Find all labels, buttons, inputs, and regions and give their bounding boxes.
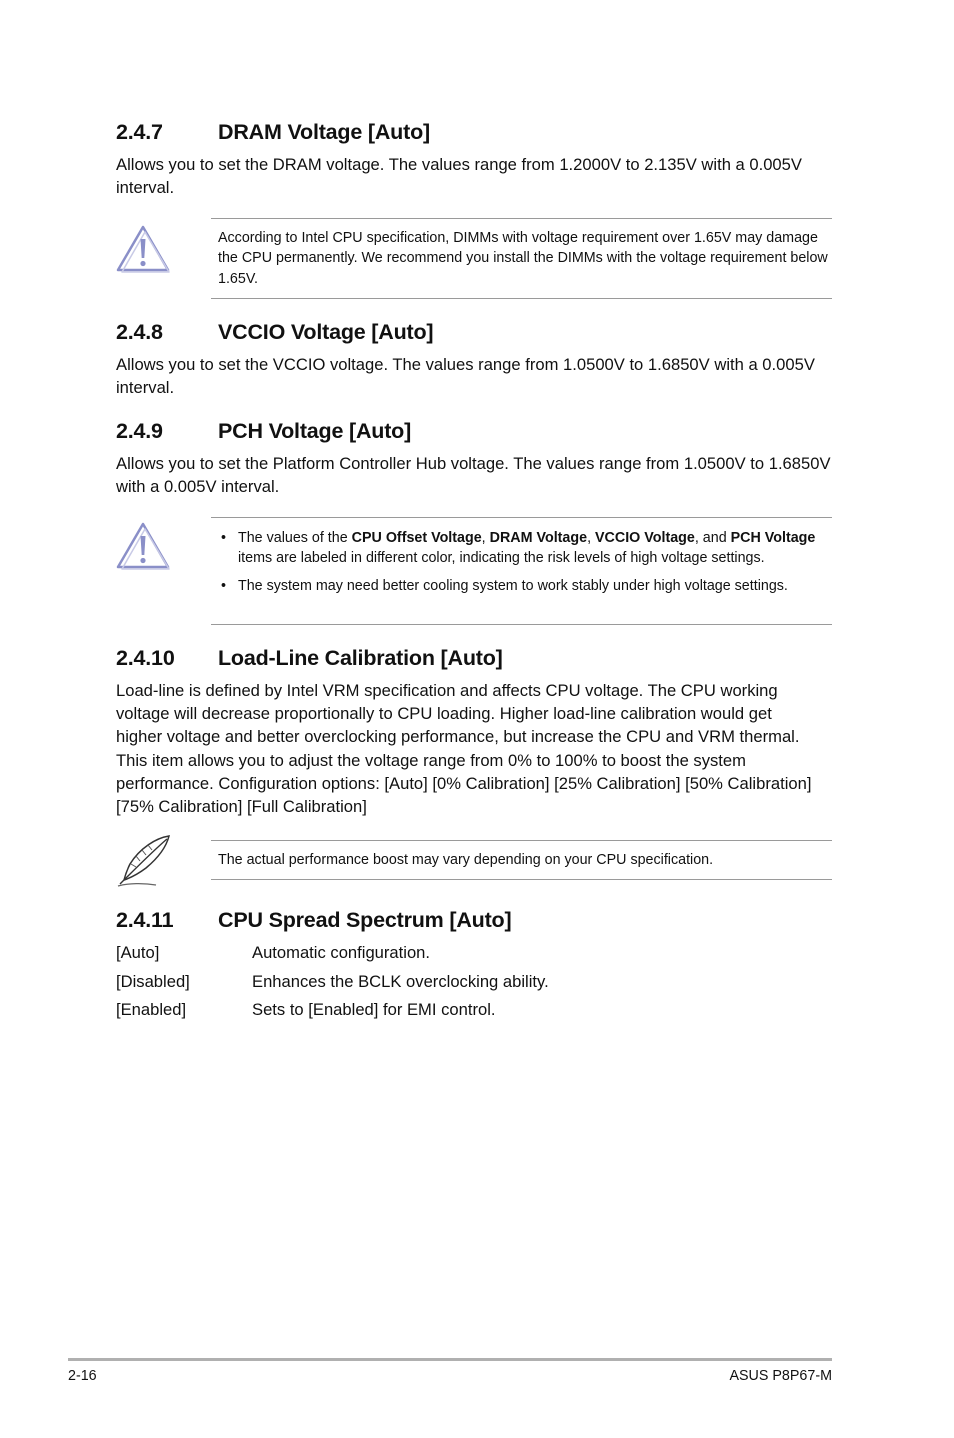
option-key: [Auto] — [116, 943, 160, 962]
option-description: Sets to [Enabled] for EMI control. — [252, 1000, 496, 1019]
dram-voltage-description: Allows you to set the DRAM voltage. The values range from 1.2000V to 2.135V with a 0.005V interval. — [116, 155, 802, 198]
section-title-vccio-voltage — [116, 320, 433, 345]
option-description: Automatic configuration. — [252, 943, 431, 962]
divider — [211, 840, 832, 841]
bullet: • — [221, 577, 227, 594]
text-segment: items are labeled in different color, indicating the risk levels of high voltage settings. — [238, 550, 765, 567]
option-key: [Disabled] — [116, 972, 190, 991]
feather-pen-icon — [116, 834, 174, 895]
section-title-pch-voltage — [116, 419, 411, 444]
list-item — [218, 576, 828, 596]
warning-list — [218, 528, 828, 596]
voltage-warning-text — [218, 528, 828, 603]
divider — [211, 879, 832, 880]
divider — [211, 298, 832, 299]
section-heading: DRAM Voltage [Auto] — [218, 120, 430, 144]
section-number: 2.4.7 — [116, 120, 163, 144]
section-heading: CPU Spread Spectrum [Auto] — [218, 908, 512, 932]
setting-name: CPU Offset Voltage — [351, 530, 482, 546]
text-segment: The values of the — [238, 530, 352, 546]
vccio-voltage-description: Allows you to set the VCCIO voltage. The values range from 1.0500V to 1.6850V with a 0.005V interval. — [116, 355, 815, 398]
performance-note-text: The actual performance boost may vary depending on your CPU specification. — [218, 852, 714, 868]
text-segment: , — [587, 530, 596, 546]
option-key: [Enabled] — [116, 1000, 187, 1019]
dimm-warning-text: According to Intel CPU specification, DIMMs with voltage requirement over 1.65V may damage the CPU permanently. We recommend you install the DIMMs with the voltage requirement below 1.65V. — [218, 230, 828, 287]
product-name: ASUS P8P67-M — [729, 1368, 832, 1384]
setting-name: DRAM Voltage — [489, 530, 588, 546]
divider — [211, 517, 832, 518]
text-segment: , and — [694, 530, 731, 546]
warning-triangle-icon — [116, 224, 170, 279]
option-description: Enhances the BCLK overclocking ability. — [252, 972, 549, 991]
performance-note-notice — [116, 840, 832, 880]
bullet: • — [221, 530, 227, 546]
section-title-dram-voltage — [116, 120, 430, 145]
footer-divider — [68, 1358, 832, 1361]
section-heading: VCCIO Voltage [Auto] — [218, 320, 434, 344]
voltage-warning-notice — [116, 517, 832, 625]
section-heading: PCH Voltage [Auto] — [218, 419, 412, 443]
divider — [211, 624, 832, 625]
text-segment: , — [481, 530, 490, 546]
option-row-disabled — [116, 972, 549, 992]
section-number: 2.4.8 — [116, 320, 163, 344]
load-line-description: Load-line is defined by Intel VRM specification and affects CPU voltage. The CPU working voltage will decrease proportionally to CPU loading. Higher load-line calibration would get higher voltage and better overclocking performance, but increase the CPU and VRM thermal. This item allows you to adjust the voltage range from 0% to 100% to boost the system performance. Configuration options: [Auto] [0% Calibration] [25% Calibration] [50% Calibration] [75% Calibration] [Full Calibration] — [116, 681, 812, 817]
page-number: 2-16 — [68, 1368, 97, 1384]
text-segment: The system may need better cooling system to work stably under high voltage settings. — [238, 577, 788, 594]
dimm-warning-notice — [116, 218, 832, 299]
section-number: 2.4.9 — [116, 419, 163, 443]
section-title-load-line-calibration — [116, 646, 503, 671]
setting-name: PCH Voltage — [730, 530, 816, 546]
option-row-auto — [116, 943, 430, 963]
section-number: 2.4.10 — [116, 646, 175, 670]
pch-voltage-description: Allows you to set the Platform Controller Hub voltage. The values range from 1.0500V to 1.6850V with a 0.005V interval. — [116, 454, 831, 497]
section-heading: Load-Line Calibration [Auto] — [218, 646, 503, 670]
section-title-cpu-spread-spectrum — [116, 908, 511, 933]
warning-triangle-icon — [116, 521, 170, 576]
divider — [211, 218, 832, 219]
setting-name: VCCIO Voltage — [595, 530, 695, 546]
option-row-enabled — [116, 1000, 496, 1020]
section-number: 2.4.11 — [116, 908, 174, 932]
list-item — [218, 528, 828, 569]
